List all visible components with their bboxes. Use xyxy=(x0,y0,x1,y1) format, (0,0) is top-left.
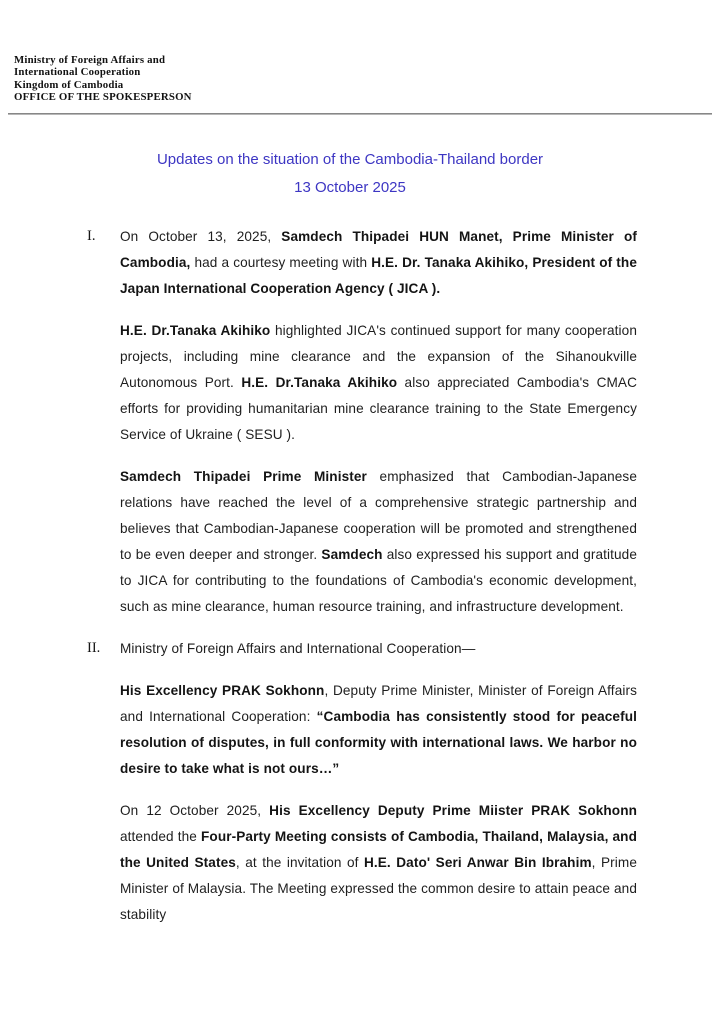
bold-text-run: Samdech Thipadei HUN Manet, Prime Minister of Cambodia, xyxy=(120,229,637,270)
text-run: highlighted JICA's continued support for many cooperation projects, including mine clearance and the expansion of the Sihanoukville Autonomous Port. xyxy=(120,323,637,390)
item-heading: Ministry of Foreign Affairs and International Cooperation— xyxy=(120,641,476,656)
text-run: emphasized that Cambodian-Japanese relations have reached the level of a comprehensive strategic partnership and believes that Cambodian-Japanese cooperation will be promoted and strengthened to be even deeper and stronger. xyxy=(120,469,637,562)
bold-text-run: His Excellency Deputy Prime Miister PRAK Sokhonn xyxy=(269,803,638,818)
text-run: attended the xyxy=(120,829,202,844)
paragraph xyxy=(120,318,637,448)
item-numeral: II. xyxy=(87,640,101,656)
text-run: , Prime Minister of Malaysia. The Meeting expressed the common desire to attain peace and stability xyxy=(120,855,637,922)
letterhead xyxy=(14,54,192,104)
bold-text-run: H.E. Dato' Seri Anwar Bin Ibrahim xyxy=(363,855,592,870)
paragraph xyxy=(120,224,637,302)
letterhead-line: Ministry of Foreign Affairs and xyxy=(14,54,166,66)
text-run: also expressed his support and gratitude to JICA for contributing to the foundations of Cambodia's economic development, such as mine clearance, human resource training, and infrastructure development. xyxy=(120,547,638,614)
paragraph xyxy=(120,464,637,620)
paragraph xyxy=(120,798,637,928)
bold-text-run: H.E. Dr.Tanaka Akihiko xyxy=(241,375,398,390)
bold-text-run: His Excellency PRAK Sokhonn xyxy=(120,683,325,698)
letterhead-line: OFFICE OF THE SPOKESPERSON xyxy=(14,91,192,104)
bold-text-run: Samdech xyxy=(321,547,383,562)
bold-text-run: H.E. Dr.Tanaka Akihiko xyxy=(120,323,271,338)
letterhead-line: International Cooperation xyxy=(14,66,141,79)
bold-text-run: H.E. Dr. Tanaka Akihiko, President of the Japan International Cooperation Agency ( JICA ). xyxy=(120,255,637,296)
letterhead-line: Kingdom of Cambodia xyxy=(14,78,124,91)
text-run: , Deputy Prime Minister, Minister of Foreign Affairs and International Cooperation: xyxy=(120,683,637,724)
title-block xyxy=(40,146,660,202)
text-run: also appreciated Cambodia's CMAC efforts for providing humanitarian mine clearance training to the State Emergency Service of Ukraine ( SESU ). xyxy=(120,375,638,442)
text-run: had a courtesy meeting with xyxy=(190,255,372,270)
paragraph xyxy=(120,678,637,782)
text-run: On October 13, 2025, xyxy=(120,229,282,244)
document-title: Updates on the situation of the Cambodia-Thailand border xyxy=(156,151,544,168)
item-numeral: I. xyxy=(87,228,96,244)
header-divider xyxy=(8,113,712,115)
document-date: 13 October 2025 xyxy=(294,179,406,196)
document-items xyxy=(87,224,638,944)
bold-text-run: Four-Party Meeting consists of Cambodia, Thailand, Malaysia, and the United States xyxy=(120,829,637,870)
text-run: On 12 October 2025, xyxy=(120,803,270,818)
bold-text-run: Samdech Thipadei Prime Minister xyxy=(120,469,367,484)
document-item xyxy=(87,224,638,620)
document-item xyxy=(87,636,638,928)
text-run: , at the invitation of xyxy=(235,855,364,870)
bold-text-run: “Cambodia has consistently stood for peaceful resolution of disputes, in full conformity with international laws. We harbor no desire to take what is not ours…” xyxy=(120,709,637,776)
